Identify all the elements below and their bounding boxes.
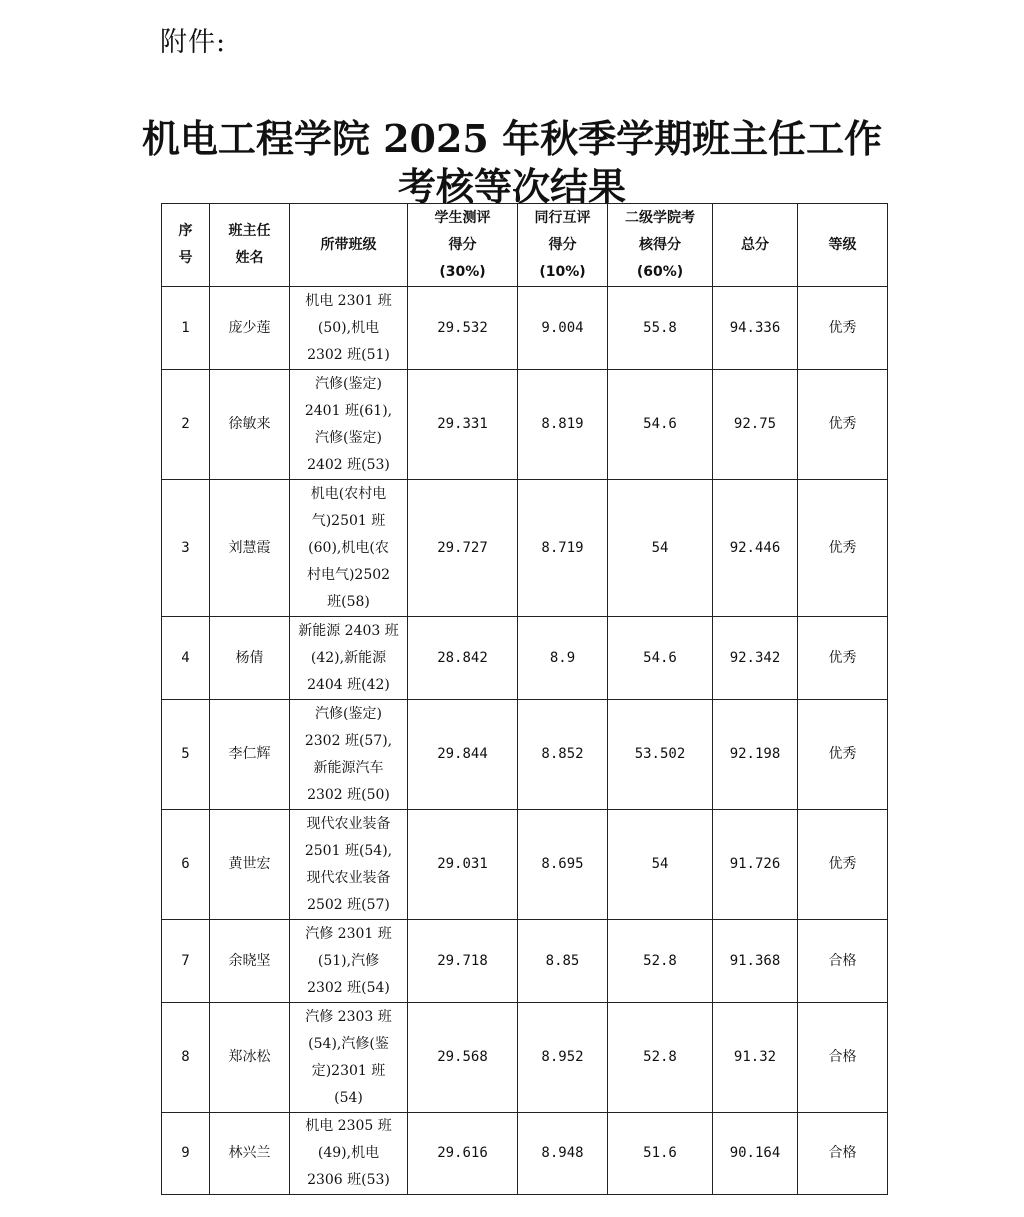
class-line: 2302 班(51) [307,346,390,363]
cell-grade: 优秀 [798,370,888,480]
class-line: 汽修 2303 班 [305,1008,392,1025]
header-student-line: (30%) [439,263,486,280]
cell-college-score: 54.6 [608,370,713,480]
cell-student-score: 29.031 [408,810,518,920]
cell-classes [290,287,408,370]
cell-teacher-name: 黄世宏 [210,810,290,920]
cell-teacher-name: 杨倩 [210,617,290,700]
class-line: 定)2301 班 [311,1062,386,1079]
class-line: (51),汽修 [317,952,380,969]
class-line: 2404 班(42) [307,676,390,693]
cell-college-score: 54 [608,480,713,617]
table-row [162,1113,888,1195]
cell-student-score: 29.718 [408,920,518,1003]
cell-peer-score: 8.9 [518,617,608,700]
cell-total: 91.32 [713,1003,798,1113]
class-line: 气)2501 班 [311,512,386,529]
class-line: 2402 班(53) [307,456,390,473]
cell-classes [290,480,408,617]
cell-grade: 优秀 [798,480,888,617]
header-grade: 等级 [798,204,888,287]
class-line: 汽修 2301 班 [305,925,392,942]
class-line: 2302 班(57), [304,732,393,749]
cell-teacher-name: 李仁辉 [210,700,290,810]
header-student-line: 得分 [448,236,477,253]
header-teacher-line: 姓名 [235,250,264,266]
class-line: 村电气)2502 [306,566,391,583]
header-peer-line: 得分 [548,236,577,253]
cell-total: 92.342 [713,617,798,700]
cell-grade: 优秀 [798,810,888,920]
cell-grade: 优秀 [798,617,888,700]
cell-peer-score: 8.695 [518,810,608,920]
class-line: (54),汽修(鉴 [308,1035,389,1052]
class-line: (54) [334,1089,363,1106]
class-line: 现代农业装备 [306,815,391,832]
table-row [162,810,888,920]
cell-index: 3 [162,480,210,617]
document-title-line2: 考核等次结果 [397,164,626,209]
class-line: 机电 2301 班 [305,292,392,309]
cell-total: 92.446 [713,480,798,617]
cell-classes [290,1113,408,1195]
cell-total: 90.164 [713,1113,798,1195]
cell-student-score: 29.727 [408,480,518,617]
cell-classes [290,1003,408,1113]
cell-college-score: 54 [608,810,713,920]
class-line: 2501 班(54), [304,842,393,859]
cell-index: 2 [162,370,210,480]
header-college-line: 二级学院考 [625,209,695,226]
table-row [162,480,888,617]
cell-college-score: 53.502 [608,700,713,810]
cell-classes [290,617,408,700]
attachment-label: 附件: [160,27,227,58]
cell-total: 94.336 [713,287,798,370]
cell-peer-score: 8.952 [518,1003,608,1113]
cell-college-score: 52.8 [608,1003,713,1113]
cell-teacher-name: 余晓坚 [210,920,290,1003]
cell-teacher-name: 刘慧霞 [210,480,290,617]
header-college-line: 核得分 [639,236,681,253]
cell-student-score: 29.616 [408,1113,518,1195]
class-line: 班(58) [327,593,370,610]
header-student-score [408,204,518,287]
header-student-line: 学生测评 [434,209,491,226]
class-line: 2502 班(57) [307,896,390,913]
class-line: 汽修(鉴定) [315,429,382,446]
class-line: (49),机电 [317,1145,380,1161]
class-line: 机电(农村电 [310,485,387,502]
cell-index: 9 [162,1113,210,1195]
cell-index: 5 [162,700,210,810]
class-line: 新能源汽车 [313,759,384,776]
cell-total: 91.726 [713,810,798,920]
header-row [162,204,888,287]
header-peer-line: (10%) [539,263,586,280]
cell-index: 7 [162,920,210,1003]
cell-index: 6 [162,810,210,920]
class-line: 2302 班(50) [307,786,390,803]
class-line: (60),机电(农 [308,539,389,556]
cell-total: 91.368 [713,920,798,1003]
cell-grade: 优秀 [798,287,888,370]
table-row [162,700,888,810]
cell-classes [290,700,408,810]
class-line: 汽修(鉴定) [315,705,382,722]
class-line: 新能源 2403 班 [298,622,399,639]
cell-teacher-name: 庞少莲 [210,287,290,370]
header-college-line: (60%) [636,263,684,280]
cell-grade: 合格 [798,1003,888,1113]
results-table [161,203,888,1195]
cell-classes [290,370,408,480]
cell-peer-score: 8.85 [518,920,608,1003]
table-row [162,1003,888,1113]
cell-teacher-name: 郑冰松 [210,1003,290,1113]
header-classes: 所带班级 [290,204,408,287]
cell-peer-score: 8.819 [518,370,608,480]
cell-student-score: 29.568 [408,1003,518,1113]
class-line: (42),新能源 [310,649,387,666]
cell-college-score: 54.6 [608,617,713,700]
cell-peer-score: 8.719 [518,480,608,617]
cell-total: 92.198 [713,700,798,810]
cell-peer-score: 8.948 [518,1113,608,1195]
class-line: 2306 班(53) [307,1172,390,1188]
cell-grade: 合格 [798,920,888,1003]
table-row [162,287,888,370]
cell-grade: 优秀 [798,700,888,810]
table-row [162,920,888,1003]
cell-index: 8 [162,1003,210,1113]
cell-classes [290,810,408,920]
cell-teacher-name: 徐敏来 [210,370,290,480]
document-title-line1: 机电工程学院 2025 年秋季学期班主任工作 [141,116,883,161]
header-teacher-line: 班主任 [228,223,271,239]
cell-student-score: 29.532 [408,287,518,370]
header-index-line: 序 [178,223,193,239]
cell-grade: 合格 [798,1113,888,1195]
class-line: 现代农业装备 [306,869,391,886]
cell-college-score: 55.8 [608,287,713,370]
cell-student-score: 29.844 [408,700,518,810]
cell-peer-score: 9.004 [518,287,608,370]
table-row [162,370,888,480]
cell-teacher-name: 林兴兰 [210,1113,290,1195]
cell-peer-score: 8.852 [518,700,608,810]
class-line: 汽修(鉴定) [315,375,382,392]
header-total: 总分 [713,204,798,287]
class-line: 2401 班(61), [304,402,393,419]
cell-college-score: 52.8 [608,920,713,1003]
class-line: (50),机电 [317,319,380,336]
cell-total: 92.75 [713,370,798,480]
header-teacher [210,204,290,287]
header-peer-score [518,204,608,287]
header-index-line: 号 [178,250,193,266]
cell-classes [290,920,408,1003]
header-college-score [608,204,713,287]
cell-student-score: 28.842 [408,617,518,700]
cell-college-score: 51.6 [608,1113,713,1195]
cell-student-score: 29.331 [408,370,518,480]
class-line: 机电 2305 班 [305,1118,392,1134]
cell-index: 1 [162,287,210,370]
header-index [162,204,210,287]
table-row [162,617,888,700]
cell-index: 4 [162,617,210,700]
header-peer-line: 同行互评 [534,209,591,226]
class-line: 2302 班(54) [307,979,390,996]
